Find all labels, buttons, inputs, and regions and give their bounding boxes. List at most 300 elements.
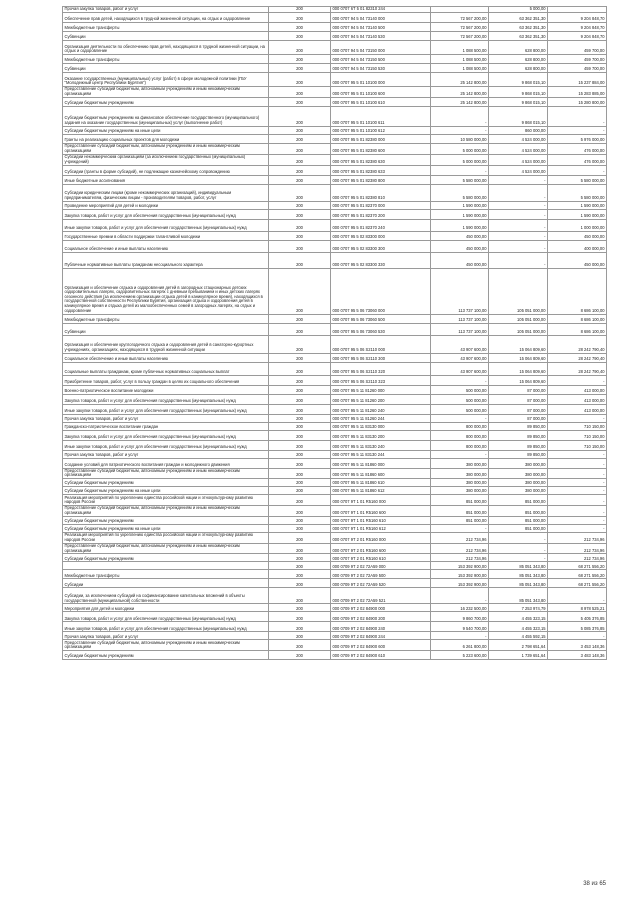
cell-name: Прочая закупка товаров, работ и услуг	[63, 450, 269, 458]
cell-rest: 8 686 100,00	[548, 323, 607, 335]
cell-kbk: 000 0707 95 5 01 10100 600	[331, 87, 431, 98]
cell-kbk: 000 0707 95 5 01 82380 000	[331, 134, 431, 143]
cell-kbk: 000 0707 95 5 11 81860 612	[331, 487, 431, 495]
cell-code: 200	[269, 64, 331, 73]
cell-kbk: 000 0707 95 5 01 82370 200	[331, 209, 431, 219]
cell-rest: -	[548, 106, 607, 126]
cell-rest: 459 700,00	[548, 64, 607, 73]
table-row	[63, 394, 607, 404]
cell-plan: 212 734,96	[431, 554, 489, 562]
cell-exec: 105 051 000,00	[489, 314, 548, 323]
cell-exec: 5 000,00	[489, 7, 548, 13]
cell-code: 200	[269, 323, 331, 335]
cell-code: 200	[269, 468, 331, 479]
cell-exec: 85 051 343,80	[489, 579, 548, 588]
cell-kbk: 000 0709 9Т 2 02 84900 200	[331, 612, 431, 622]
cell-kbk: 000 0707 95 5 11 81860 610	[331, 479, 431, 487]
cell-kbk: 000 0707 95 5 11 81260 200	[331, 394, 431, 404]
table-row	[63, 23, 607, 32]
cell-kbk: 000 0707 95 5 11 81260 000	[331, 385, 431, 394]
cell-exec: 9 868 015,10	[489, 97, 548, 106]
cell-plan: 43 907 600,00	[431, 353, 489, 362]
cell-kbk: 000 0707 94 5 04 73140 000	[331, 13, 431, 23]
cell-rest: 68 271 556,20	[548, 562, 607, 570]
cell-rest: 5 580 000,00	[548, 184, 607, 201]
cell-code: 200	[269, 543, 331, 554]
cell-rest: 3 453 148,36	[548, 640, 607, 651]
cell-code: 200	[269, 430, 331, 440]
cell-name: Предоставление субсидий бюджетным, автономным учреждениям и иным некоммерческим организациям	[63, 87, 269, 98]
table-body	[63, 7, 607, 660]
cell-name: Военно-патриотическое воспитание молодежи	[63, 385, 269, 394]
cell-rest: -	[548, 479, 607, 487]
cell-rest: 9 204 848,70	[548, 13, 607, 23]
table-row	[63, 468, 607, 479]
cell-rest: -	[548, 516, 607, 524]
table-row	[63, 362, 607, 375]
cell-name: Субвенции	[63, 64, 269, 73]
cell-plan: 113 737 100,00	[431, 323, 489, 335]
cell-name: Субвенции	[63, 323, 269, 335]
cell-name: Субсидии бюджетным учреждениям	[63, 97, 269, 106]
page-number: 38 из 65	[583, 881, 606, 887]
cell-exec: 63 362 351,30	[489, 32, 548, 41]
cell-rest: 212 734,96	[548, 532, 607, 543]
cell-plan: 380 000,00	[431, 468, 489, 479]
table-row	[63, 314, 607, 323]
cell-kbk: 000 0707 94 5 04 73140 530	[331, 32, 431, 41]
cell-rest: -	[548, 468, 607, 479]
cell-exec: 4 455 323,15	[489, 612, 548, 622]
cell-kbk: 000 0709 9Т 2 02 84900 600	[331, 640, 431, 651]
cell-code: 200	[269, 252, 331, 268]
cell-plan: 5 580 000,00	[431, 175, 489, 184]
cell-code: 200	[269, 632, 331, 640]
cell-name: Субсидии бюджетным учреждениям на финансовое обеспечение государственного (муниципального) задания на оказание государственных (муниципальных) услуг (выполнение работ)	[63, 106, 269, 126]
cell-exec: -	[489, 209, 548, 219]
cell-code: 200	[269, 55, 331, 64]
cell-kbk: 000 0707 95 5 01 10100 611	[331, 106, 431, 126]
cell-name: Проведение мероприятий для детей и молодежи	[63, 201, 269, 209]
cell-plan: 113 737 100,00	[431, 268, 489, 314]
cell-plan: 1 590 000,00	[431, 219, 489, 231]
cell-name: Публичные нормативные выплаты гражданам несоциального характера	[63, 252, 269, 268]
cell-code: 200	[269, 506, 331, 517]
table-row	[63, 570, 607, 579]
table-row	[63, 323, 607, 335]
cell-kbk: 000 0707 95 5 01 82380 600	[331, 143, 431, 154]
cell-kbk: 000 0707 95 5 11 83130 000	[331, 422, 431, 430]
cell-name: Межбюджетные трансферты	[63, 570, 269, 579]
cell-plan: 1 088 500,00	[431, 55, 489, 64]
table-row	[63, 165, 607, 175]
cell-plan: 500 000,00	[431, 385, 489, 394]
cell-rest: 459 700,00	[548, 41, 607, 55]
cell-name: Социальное обеспечение и иные выплаты населению	[63, 240, 269, 252]
cell-rest: 28 242 790,40	[548, 335, 607, 353]
table-row	[63, 184, 607, 201]
cell-code: 200	[269, 73, 331, 87]
cell-kbk: 000 0707 9Т 2 01 R5160 600	[331, 543, 431, 554]
budget-execution-table	[62, 6, 607, 660]
cell-name: Иные закупки товаров, работ и услуг для обеспечения государственных (муниципальных) нужд	[63, 622, 269, 632]
cell-code: 200	[269, 562, 331, 570]
cell-exec: 9 868 015,10	[489, 106, 548, 126]
cell-exec: 87 000,00	[489, 414, 548, 422]
cell-exec: 380 000,00	[489, 487, 548, 495]
table-row	[63, 154, 607, 165]
cell-code: 200	[269, 651, 331, 660]
table-row	[63, 487, 607, 495]
table-row	[63, 588, 607, 604]
cell-exec: 851 000,00	[489, 524, 548, 532]
cell-rest: -	[548, 165, 607, 175]
cell-exec: 89 850,00	[489, 430, 548, 440]
cell-plan: 1 590 000,00	[431, 201, 489, 209]
cell-plan: -	[431, 126, 489, 134]
cell-code: 200	[269, 414, 331, 422]
table-row	[63, 622, 607, 632]
cell-code: 200	[269, 126, 331, 134]
cell-code: 200	[269, 143, 331, 154]
table-row	[63, 375, 607, 385]
cell-code: 200	[269, 458, 331, 468]
cell-rest: 476 000,00	[548, 154, 607, 165]
cell-code: 200	[269, 362, 331, 375]
cell-plan: 450 000,00	[431, 252, 489, 268]
cell-exec: 628 800,00	[489, 55, 548, 64]
cell-name: Предоставление субсидий бюджетным, автономным учреждениям и иным некоммерческим организациям	[63, 506, 269, 517]
cell-code: 200	[269, 450, 331, 458]
cell-rest: 476 000,00	[548, 143, 607, 154]
cell-code: 200	[269, 32, 331, 41]
cell-name: Реализация мероприятий по укреплению единства российской нации и этнокультурному развитию народов России	[63, 495, 269, 506]
cell-rest: -	[548, 487, 607, 495]
cell-plan: 5 000 000,00	[431, 154, 489, 165]
cell-kbk: 000 0707 9Т 2 01 R5160 000	[331, 532, 431, 543]
cell-name: Иные закупки товаров, работ и услуг для обеспечения государственных (муниципальных) нужд	[63, 219, 269, 231]
cell-kbk: 000 0707 95 5 11 81860 000	[331, 458, 431, 468]
cell-plan: -	[431, 165, 489, 175]
cell-exec: 85 051 343,80	[489, 570, 548, 579]
cell-code: 200	[269, 268, 331, 314]
cell-kbk: 000 0707 95 5 01 82380 810	[331, 184, 431, 201]
cell-code: 200	[269, 165, 331, 175]
cell-kbk: 000 0707 95 5 11 81860 600	[331, 468, 431, 479]
cell-name: Обеспечение прав детей, находящихся в трудной жизненной ситуации, на отдых и оздоровление	[63, 13, 269, 23]
cell-plan: 380 000,00	[431, 487, 489, 495]
cell-code: 200	[269, 41, 331, 55]
table-row	[63, 64, 607, 73]
table-row	[63, 335, 607, 353]
cell-kbk: 000 0709 9Т 2 02 84900 240	[331, 622, 431, 632]
cell-kbk: 000 0707 95 5 06 S2110 300	[331, 353, 431, 362]
cell-exec: 851 000,00	[489, 516, 548, 524]
cell-name: Субсидии бюджетным учреждениям	[63, 516, 269, 524]
cell-name: Государственные премии в области поддержки талантливой молодежи	[63, 231, 269, 240]
table-row	[63, 651, 607, 660]
cell-name: Закупка товаров, работ и услуг для обеспечения государственных (муниципальных) нужд	[63, 209, 269, 219]
cell-exec: 9 868 015,10	[489, 87, 548, 98]
cell-code: 200	[269, 154, 331, 165]
cell-rest: 15 237 884,00	[548, 73, 607, 87]
cell-exec: 4 524 000,00	[489, 165, 548, 175]
table-row	[63, 252, 607, 268]
cell-exec: 7 253 974,79	[489, 604, 548, 612]
cell-kbk: 000 0707 95 5 01 82380 630	[331, 154, 431, 165]
cell-name	[63, 562, 269, 570]
cell-exec: -	[489, 175, 548, 184]
cell-rest: 15 280 800,00	[548, 97, 607, 106]
cell-plan: 800 000,00	[431, 440, 489, 450]
cell-rest: 1 590 000,00	[548, 209, 607, 219]
cell-kbk: 000 0707 95 5 06 73060 000	[331, 268, 431, 314]
cell-rest: 9 204 848,70	[548, 32, 607, 41]
cell-kbk: 000 0707 9Т 1 01 R5160 000	[331, 495, 431, 506]
cell-name: Закупка товаров, работ и услуг для обеспечения государственных (муниципальных) нужд	[63, 430, 269, 440]
table-row	[63, 353, 607, 362]
cell-code: 200	[269, 604, 331, 612]
cell-kbk: 000 0707 95 5 01 82370 240	[331, 219, 431, 231]
cell-kbk: 000 0707 95 5 11 81260 244	[331, 414, 431, 422]
cell-name: Социальные выплаты гражданам, кроме публичных нормативных социальных выплат	[63, 362, 269, 375]
cell-name: Субсидии некоммерческим организациям (за исключением государственных (муниципальных) учреждений)	[63, 154, 269, 165]
cell-plan: 72 567 200,00	[431, 13, 489, 23]
cell-exec: 85 051 343,80	[489, 588, 548, 604]
cell-kbk: 000 0707 95 5 06 73060 530	[331, 323, 431, 335]
cell-exec: 860 000,00	[489, 126, 548, 134]
cell-plan: 212 734,96	[431, 543, 489, 554]
cell-name: Субсидии бюджетным учреждениям	[63, 651, 269, 660]
cell-plan: 1 088 500,00	[431, 64, 489, 73]
cell-plan: 43 907 600,00	[431, 335, 489, 353]
cell-kbk: 000 0709 9Т 2 02 84900 610	[331, 651, 431, 660]
cell-code: 200	[269, 404, 331, 414]
cell-name: Субсидии юридическим лицам (кроме некоммерческих организаций), индивидуальным предпринимателям, физическим лицам - производителям товаров, работ, услуг	[63, 184, 269, 201]
cell-name: Приобретение товаров, работ, услуг в пользу граждан в целях их социального обеспечения	[63, 375, 269, 385]
cell-exec: 89 850,00	[489, 450, 548, 458]
cell-plan: 212 734,96	[431, 532, 489, 543]
cell-exec: -	[489, 532, 548, 543]
cell-name: Межбюджетные трансферты	[63, 23, 269, 32]
cell-rest: 710 150,00	[548, 430, 607, 440]
cell-code: 200	[269, 375, 331, 385]
table-row	[63, 612, 607, 622]
cell-plan: -	[431, 414, 489, 422]
table-row	[63, 175, 607, 184]
cell-kbk: 000 0709 9Т 2 02 84900 244	[331, 632, 431, 640]
table-row	[63, 41, 607, 55]
cell-rest: 1 590 000,00	[548, 201, 607, 209]
cell-rest: 5 976 000,00	[548, 134, 607, 143]
cell-kbk: 000 0707 6Т 5 01 82310 244	[331, 7, 431, 13]
cell-plan: 153 392 900,00	[431, 570, 489, 579]
cell-kbk: 000 0707 95 5 06 S2110 000	[331, 335, 431, 353]
cell-plan: 16 232 500,00	[431, 604, 489, 612]
cell-rest: 212 734,96	[548, 554, 607, 562]
cell-rest: 710 150,00	[548, 422, 607, 430]
cell-rest: 28 242 790,40	[548, 362, 607, 375]
cell-plan: 153 392 900,00	[431, 562, 489, 570]
table-row	[63, 143, 607, 154]
cell-exec: 15 064 809,60	[489, 335, 548, 353]
cell-kbk: 000 0707 95 5 06 73060 500	[331, 314, 431, 323]
cell-name: Прочая закупка товаров, работ и услуг	[63, 7, 269, 13]
table-row	[63, 231, 607, 240]
cell-rest: 3 483 148,36	[548, 651, 607, 660]
cell-name: Субсидии бюджетным учреждениям на иные цели	[63, 126, 269, 134]
cell-rest: -	[548, 506, 607, 517]
cell-exec: 2 798 651,64	[489, 640, 548, 651]
cell-code: 200	[269, 622, 331, 632]
cell-kbk: 000 0707 9Т 1 01 R5160 600	[331, 506, 431, 517]
table-row	[63, 532, 607, 543]
cell-kbk: 000 0709 9Т 2 02 72А59 000	[331, 562, 431, 570]
cell-plan: 380 000,00	[431, 458, 489, 468]
cell-kbk: 000 0707 95 5 01 10100 000	[331, 73, 431, 87]
cell-rest: 5 405 376,85	[548, 612, 607, 622]
table-row	[63, 450, 607, 458]
cell-kbk: 000 0707 9Т 2 01 R5160 610	[331, 554, 431, 562]
cell-exec: -	[489, 184, 548, 201]
cell-code: 200	[269, 7, 331, 13]
cell-name: Прочая закупка товаров, работ и услуг	[63, 632, 269, 640]
cell-rest: 28 242 790,40	[548, 353, 607, 362]
cell-plan: 5 000 000,00	[431, 143, 489, 154]
cell-exec: 87 000,00	[489, 394, 548, 404]
cell-plan: 153 392 900,00	[431, 579, 489, 588]
cell-exec: 628 800,00	[489, 64, 548, 73]
table-row	[63, 495, 607, 506]
cell-kbk: 000 0707 95 5 01 10100 612	[331, 126, 431, 134]
cell-exec: 380 000,00	[489, 468, 548, 479]
cell-name: Реализация мероприятий по укреплению единства российской нации и этнокультурному развитию народов России	[63, 532, 269, 543]
table-row	[63, 385, 607, 394]
table-row	[63, 479, 607, 487]
cell-exec: 89 850,00	[489, 422, 548, 430]
table-row	[63, 430, 607, 440]
cell-plan: -	[431, 106, 489, 126]
cell-name: Организация и обеспечение круглогодичного отдыха и оздоровления детей в санаторно-курортных учреждениях, организациях, находящихся в трудной жизненной ситуации	[63, 335, 269, 353]
cell-rest: -	[548, 126, 607, 134]
cell-kbk: 000 0709 9Т 2 02 84900 000	[331, 604, 431, 612]
cell-name: Предоставление субсидий бюджетным, автономным учреждениям и иным некоммерческим организациям	[63, 543, 269, 554]
cell-kbk: 000 0709 9Т 2 02 72А59 521	[331, 588, 431, 604]
cell-name: Субвенции	[63, 32, 269, 41]
cell-plan: 9 860 700,00	[431, 612, 489, 622]
cell-rest: 413 000,00	[548, 404, 607, 414]
cell-rest: -	[548, 588, 607, 604]
cell-kbk: 000 0709 9Т 2 02 72А59 500	[331, 570, 431, 579]
cell-rest: -	[548, 414, 607, 422]
table-row	[63, 414, 607, 422]
cell-exec: 628 800,00	[489, 41, 548, 55]
cell-exec: 4 524 000,00	[489, 134, 548, 143]
cell-code: 200	[269, 231, 331, 240]
cell-code: 200	[269, 570, 331, 579]
cell-kbk: 000 0707 95 5 06 S2110 323	[331, 375, 431, 385]
cell-name: Гранты на реализацию социальных проектов для молодежи	[63, 134, 269, 143]
cell-rest: 8 686 100,00	[548, 314, 607, 323]
cell-kbk: 000 0707 95 5 02 83300 330	[331, 252, 431, 268]
cell-plan: 380 000,00	[431, 479, 489, 487]
cell-plan: -	[431, 524, 489, 532]
cell-code: 200	[269, 184, 331, 201]
cell-code: 200	[269, 209, 331, 219]
cell-code: 200	[269, 385, 331, 394]
table-row	[63, 404, 607, 414]
cell-name: Оказание государственных (муниципальных) услуг (работ) в сфере молодежной политики (ГБУ "Молодежный центр Республики Бурятия")	[63, 73, 269, 87]
table-row	[63, 554, 607, 562]
table-row	[63, 640, 607, 651]
cell-exec: 851 000,00	[489, 495, 548, 506]
cell-exec: 4 524 000,00	[489, 143, 548, 154]
table-row	[63, 632, 607, 640]
cell-kbk: 000 0707 95 5 11 83130 200	[331, 430, 431, 440]
cell-name: Субсидии бюджетным учреждениям на иные цели	[63, 487, 269, 495]
cell-code: 200	[269, 97, 331, 106]
cell-exec: 63 362 351,30	[489, 23, 548, 32]
cell-plan: 25 142 800,00	[431, 87, 489, 98]
cell-exec: 105 051 000,00	[489, 323, 548, 335]
cell-name: Прочая закупка товаров, работ и услуг	[63, 414, 269, 422]
table-row	[63, 13, 607, 23]
cell-exec: 105 051 000,00	[489, 268, 548, 314]
cell-rest: 8 978 525,21	[548, 604, 607, 612]
table-row	[63, 73, 607, 87]
cell-plan: 851 000,00	[431, 516, 489, 524]
table-row	[63, 524, 607, 532]
cell-plan: 450 000,00	[431, 240, 489, 252]
cell-rest: 413 000,00	[548, 394, 607, 404]
cell-exec: 85 051 343,80	[489, 562, 548, 570]
table-row	[63, 97, 607, 106]
cell-code: 200	[269, 87, 331, 98]
cell-exec: -	[489, 554, 548, 562]
table-row	[63, 604, 607, 612]
cell-rest: 450 000,00	[548, 252, 607, 268]
cell-name: Межбюджетные трансферты	[63, 314, 269, 323]
cell-plan: 851 000,00	[431, 506, 489, 517]
table-row	[63, 543, 607, 554]
cell-exec: 87 000,00	[489, 404, 548, 414]
cell-exec: 15 064 809,60	[489, 353, 548, 362]
cell-kbk: 000 0707 95 5 11 83130 244	[331, 450, 431, 458]
cell-plan: 25 142 800,00	[431, 73, 489, 87]
cell-code: 200	[269, 579, 331, 588]
table-row	[63, 440, 607, 450]
cell-plan: 113 737 100,00	[431, 314, 489, 323]
cell-plan: 800 000,00	[431, 430, 489, 440]
cell-code: 200	[269, 440, 331, 450]
cell-code: 200	[269, 394, 331, 404]
cell-kbk: 000 0707 95 5 02 83300 300	[331, 240, 431, 252]
cell-code: 200	[269, 353, 331, 362]
cell-rest: -	[548, 524, 607, 532]
cell-name: Социальное обеспечение и иные выплаты населению	[63, 353, 269, 362]
cell-kbk: 000 0707 95 5 11 81260 240	[331, 404, 431, 414]
cell-rest: 710 150,00	[548, 440, 607, 450]
cell-code: 200	[269, 524, 331, 532]
cell-name: Субсидии бюджетным учреждениям на иные цели	[63, 524, 269, 532]
cell-rest: -	[548, 495, 607, 506]
cell-plan: -	[431, 375, 489, 385]
cell-rest: 1 000 000,00	[548, 219, 607, 231]
cell-rest: 5 085 376,85	[548, 622, 607, 632]
cell-kbk: 000 0707 9Т 1 01 R5160 610	[331, 516, 431, 524]
table-row	[63, 55, 607, 64]
cell-name: Иные бюджетные ассигнования	[63, 175, 269, 184]
